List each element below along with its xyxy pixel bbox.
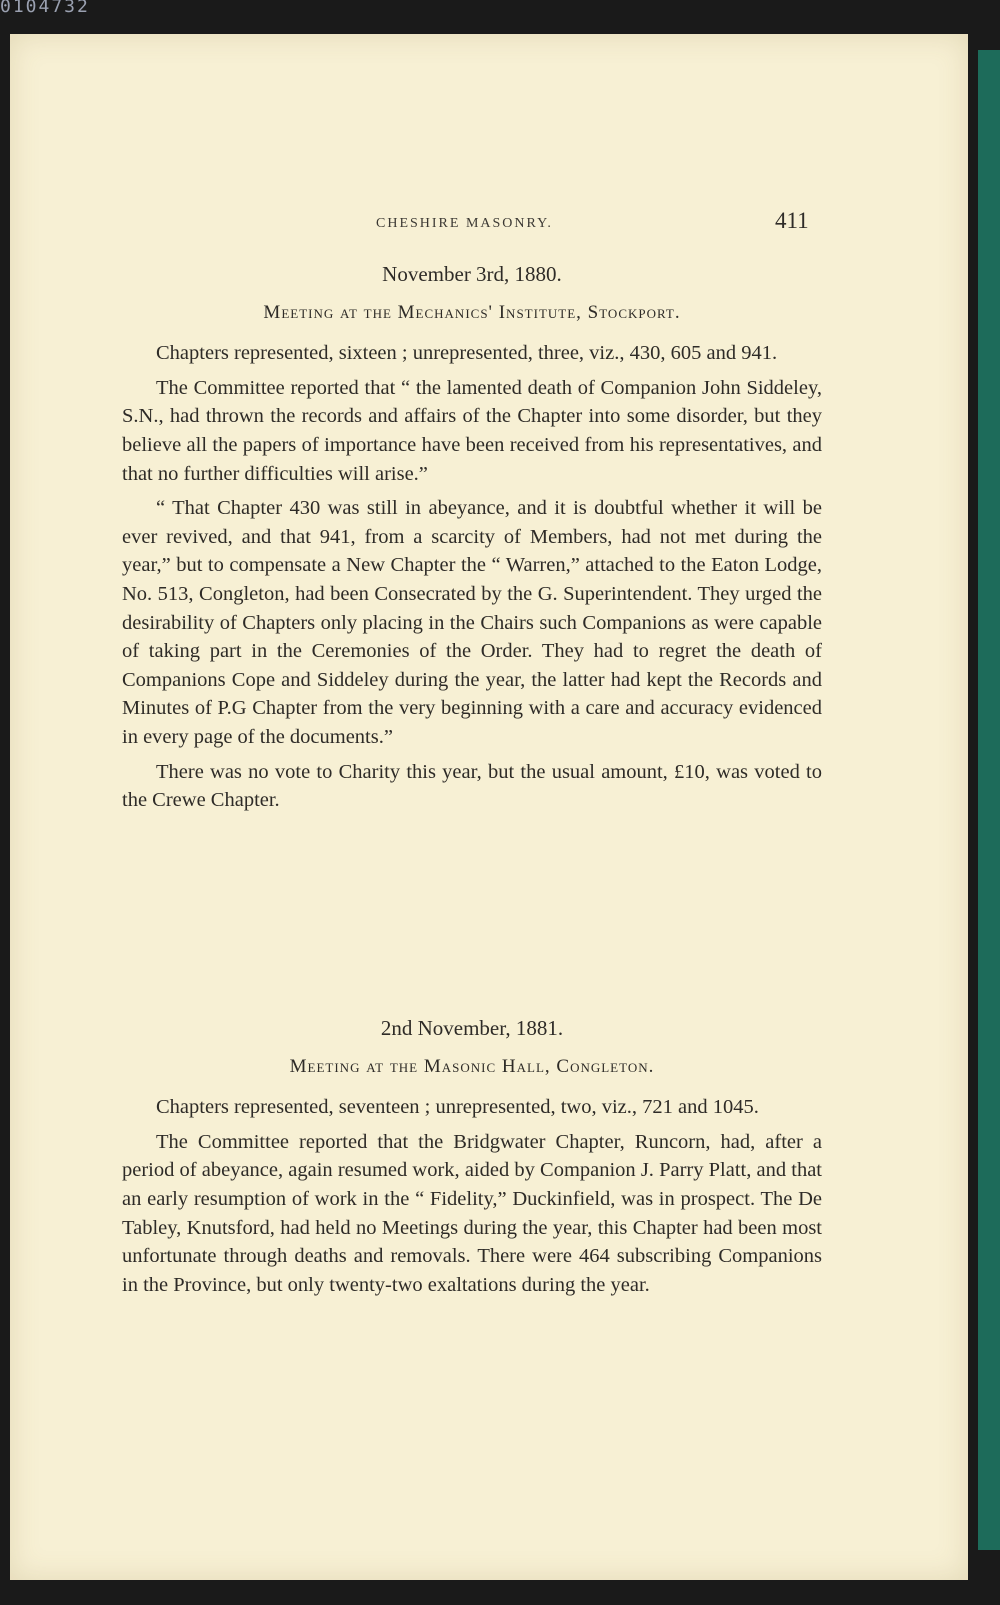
paragraph: The Committee reported that the Bridgwater Chapter, Runcorn, had, after a period of abeyance, again resumed work, aided by Companion J. Parry Platt, and that an early resumption of work in the “ Fidelity,” Duckinfield, was in prospect. The De Tabley, Knutsford, had held no Meetings during the year, this Chapter had been most unfortunate through deaths and removals. There were 464 subscribing Companions in the Province, but only twenty-two exaltations during the year. xyxy=(122,1130,822,1296)
paragraph: Chapters represented, sixteen ; unrepresented, three, viz., 430, 605 and 941. xyxy=(156,342,778,365)
section-1880 xyxy=(122,260,822,821)
book-page xyxy=(10,34,968,1580)
paragraph: Chapters represented, seventeen ; unrepresented, two, viz., 721 and 1045. xyxy=(156,1096,759,1119)
meeting-heading-1881: Meeting at the Masonic Hall, Congleton. xyxy=(289,1055,655,1077)
meeting-date-1880: November 3rd, 1880. xyxy=(382,262,562,286)
meeting-date-1881: 2nd November, 1881. xyxy=(380,1016,564,1040)
meeting-heading-1880: Meeting at the Mechanics' Institute, Stockport. xyxy=(263,301,681,323)
page-header xyxy=(10,208,968,244)
paragraph: The Committee reported that “ the lamented death of Companion John Siddeley, S.N., had thrown the records and affairs of the Chapter into some disorder, but they believe all the papers of importance have been received from his representatives, and that no further difficulties will arise.” xyxy=(122,376,822,485)
running-title: CHESHIRE MASONRY. xyxy=(376,216,553,231)
page-number: 411 xyxy=(775,208,809,233)
section-1881 xyxy=(122,1014,822,1305)
paragraph: There was no vote to Charity this year, but the usual amount, £10, was voted to the Crewe Chapter. xyxy=(122,760,822,812)
paragraph: “ That Chapter 430 was still in abeyance, and it is doubtful whether it will be ever revived, and that 941, from a scarcity of Members, had not met during the year,” but to compensate a New Chapter the “ Warren,” attached to the Eaton Lodge, No. 513, Congleton, had been Consecrated by the G. Superintendent. They urged the desirability of Chapters only placing in the Chairs such Companions as were capable of taking part in the Ceremonies of the Order. They had to regret the death of Companions Cope and Siddeley during the year, the latter had kept the Records and Minutes of P.G Chapter from the very beginning with a care and accuracy evidenced in every page of the documents.” xyxy=(122,497,822,748)
scan-reference-code: 0104732 xyxy=(0,0,90,17)
scan-edge-strip xyxy=(978,50,1000,1550)
